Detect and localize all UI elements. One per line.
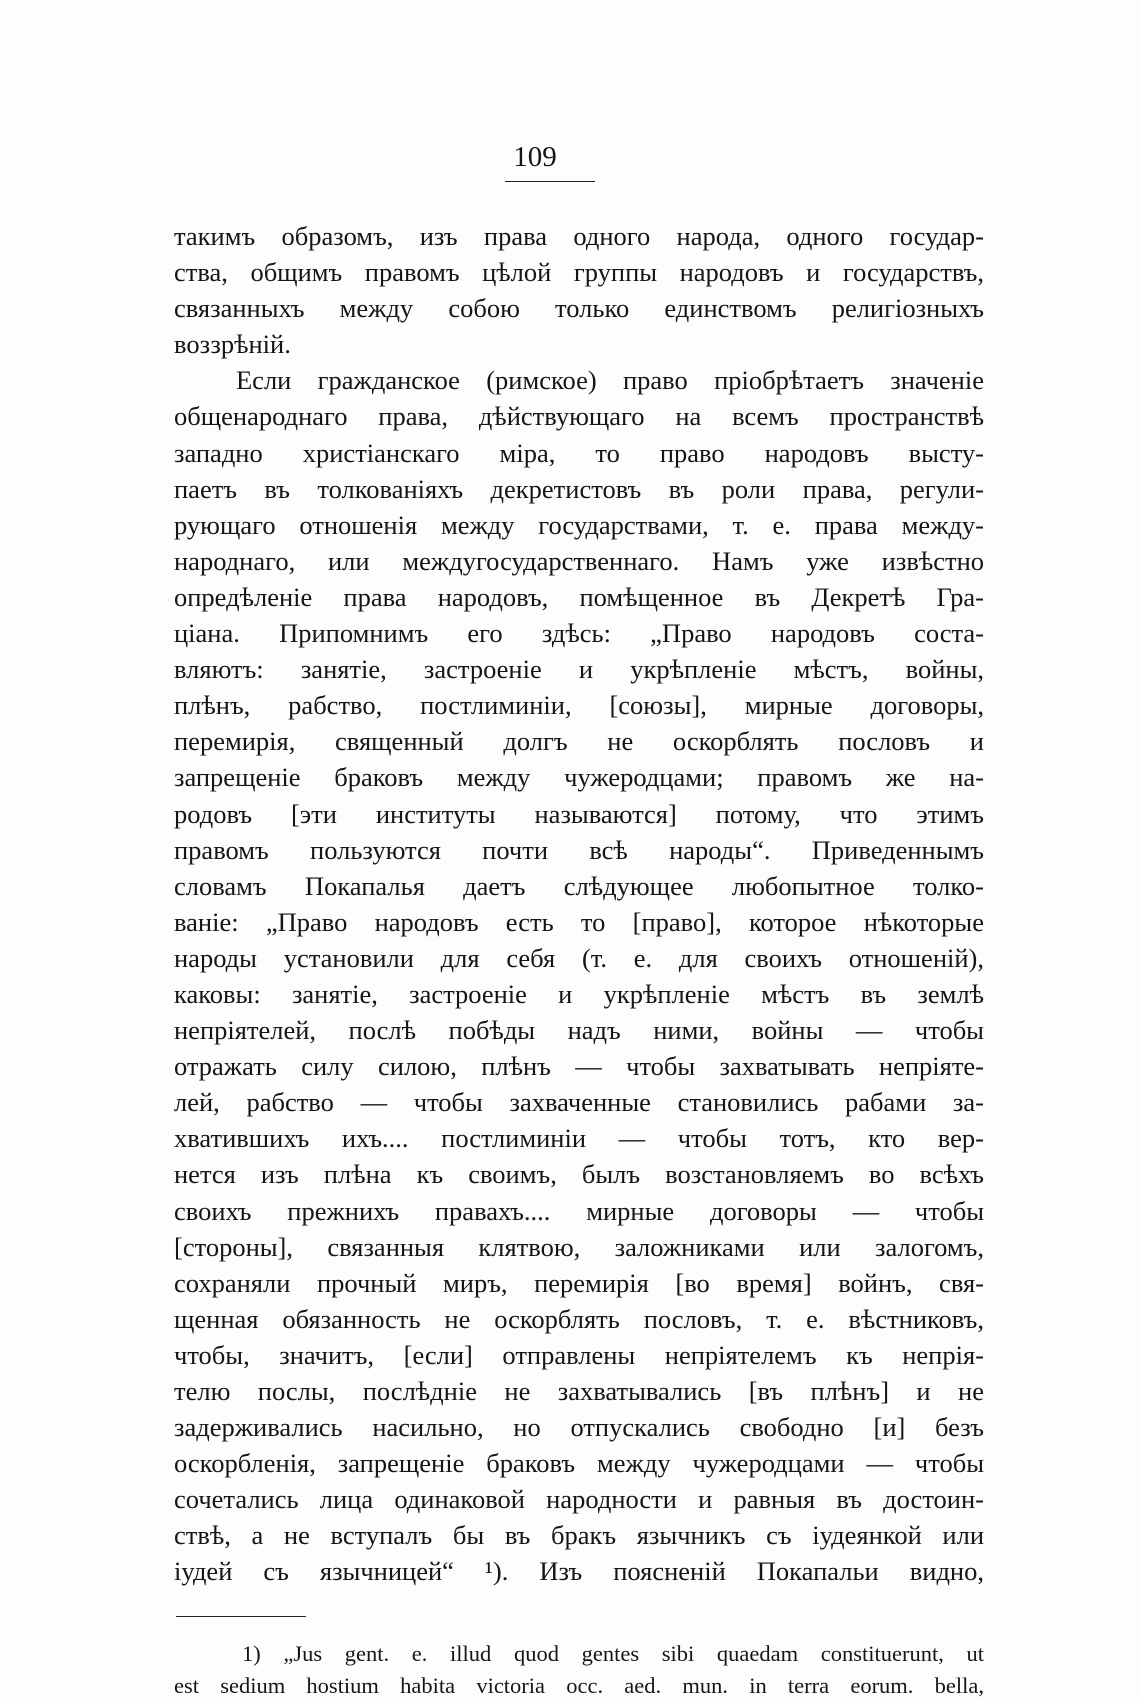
text-line: народы установили для себя (т. е. для своихъ отношенiй), xyxy=(174,942,984,973)
footnotes xyxy=(174,1638,984,1702)
text-line: каковы: занятiе, застроенiе и укрѣпленiе мѣстъ въ землѣ xyxy=(174,978,984,1009)
text-line: цiана. Припомнимъ его здѣсь: „Право народовъ соста- xyxy=(174,618,984,649)
text-line: Если гражданское (римское) право прiобрѣтаетъ значенiе xyxy=(236,365,984,396)
text-line: народнаго, или междугосударственнаго. Намъ уже извѣстно xyxy=(174,545,984,576)
text-line: словамъ Покапалья даетъ слѣдующее любопытное толко- xyxy=(174,870,984,901)
text-line: лей, рабство — чтобы захваченные становились рабами за- xyxy=(174,1087,984,1118)
text-line: плѣнъ, рабство, постлиминiи, [союзы], мирные договоры, xyxy=(174,690,984,721)
text-line: перемирiя, священный долгъ не оскорблять пословъ и xyxy=(174,726,984,757)
text-line: сохраняли прочный миръ, перемирiя [во время] войнъ, свя- xyxy=(174,1267,984,1298)
text-line: запрещенiе браковъ между чужеродцами; правомъ же на- xyxy=(174,762,984,793)
text-line: родовъ [эти институты называются] потому, что этимъ xyxy=(174,798,984,829)
text-line: оскорбленiя, запрещенiе браковъ между чужеродцами — чтобы xyxy=(174,1448,984,1479)
text-line: ства, общимъ правомъ цѣлой группы народовъ и государствъ, xyxy=(174,257,984,288)
body-text xyxy=(174,218,984,1590)
page-number-rule xyxy=(505,181,595,182)
text-line: воззрѣнiй. xyxy=(174,329,291,360)
text-line: iудей съ язычницей“ ¹). Изъ поясненiй Покапальи видно, xyxy=(174,1556,984,1587)
footnote-line: est sedium hostium habita victoria occ. aed. mun. in terra eorum. bella, xyxy=(174,1672,984,1698)
footnote-rule xyxy=(176,1616,306,1617)
text-line: телю послы, послѣднiе не захватывались [въ плѣнъ] и не xyxy=(174,1376,984,1406)
text-line: вляютъ: занятiе, застроенiе и укрѣпленiе мѣстъ, войны, xyxy=(174,654,984,685)
text-line: чтобы, значитъ, [если] отправлены непрiятелемъ къ непрiя- xyxy=(174,1339,984,1370)
text-line: своихъ прежнихъ правахъ.... мирные договоры — чтобы xyxy=(174,1195,984,1226)
footnote-line: 1) „Jus gent. e. illud quod gentes sibi quaedam constituerunt, ut xyxy=(242,1640,984,1666)
text-line: щенная обязанность не оскорблять пословъ, т. е. вѣстниковъ, xyxy=(174,1303,984,1334)
text-line: связанныхъ между собою только единствомъ религiозныхъ xyxy=(174,293,984,324)
text-line: задерживались насильно, но отпускались свободно [и] безъ xyxy=(174,1412,984,1443)
text-line: паетъ въ толкованiяхъ декретистовъ въ роли права, регули- xyxy=(174,473,984,504)
text-line: непрiятелей, послѣ побѣды надъ ними, войны — чтобы xyxy=(174,1015,984,1046)
text-line: сочетались лица одинаковой народности и равныя въ достоин- xyxy=(174,1484,984,1515)
text-line: западно христiанскаго мiра, то право народовъ высту- xyxy=(174,437,984,468)
text-line: хватившихъ ихъ.... постлиминiи — чтобы тотъ, кто вер- xyxy=(174,1123,984,1154)
text-line: общенароднаго права, дѣйствующаго на всемъ пространствѣ xyxy=(174,401,984,432)
text-line: ванiе: „Право народовъ есть то [право], которое нѣкоторые xyxy=(174,906,984,937)
text-line: нется изъ плѣна къ своимъ, былъ возстановляемъ во всѣхъ xyxy=(174,1159,984,1190)
text-line: правомъ пользуются почти всѣ народы“. Приведеннымъ xyxy=(174,834,984,865)
text-line: отражать силу силою, плѣнъ — чтобы захватывать непрiяте- xyxy=(174,1051,984,1082)
page-number: 109 xyxy=(513,141,557,173)
text-line: такимъ образомъ, изъ права одного народа, одного государ- xyxy=(174,221,984,251)
text-line: [стороны], связанныя клятвою, заложниками или залогомъ, xyxy=(174,1231,984,1262)
text-line: ствѣ, а не вступалъ бы въ бракъ язычникъ съ iудеянкой или xyxy=(174,1520,984,1551)
text-line: опредѣленiе права народовъ, помѣщенное въ Декретѣ Гра- xyxy=(174,581,984,612)
text-line: рующаго отношенiя между государствами, т. е. права между- xyxy=(174,509,984,540)
